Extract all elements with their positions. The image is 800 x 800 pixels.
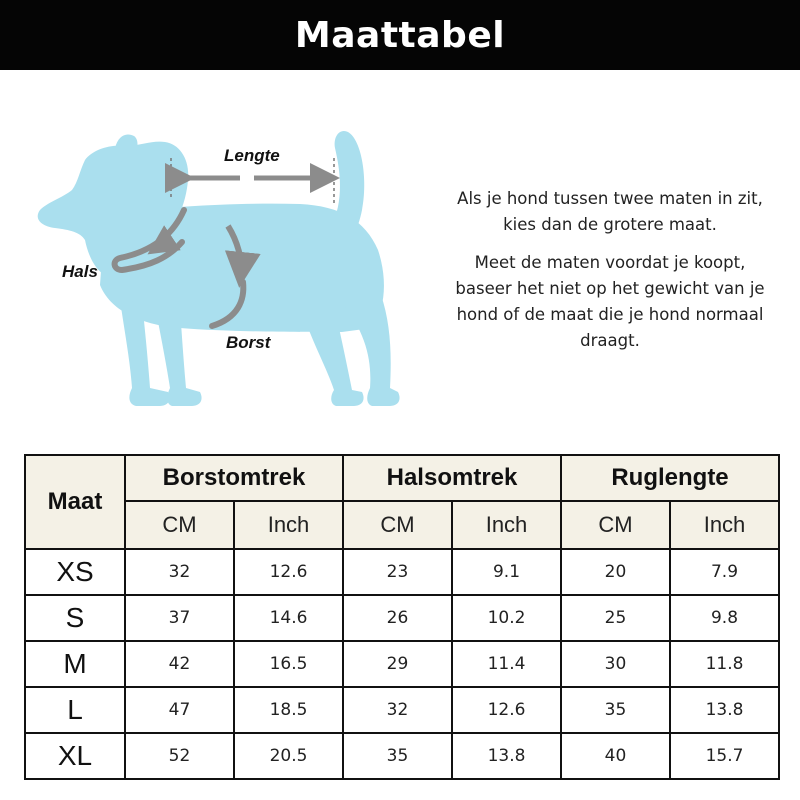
value-cell: 10.2 — [452, 595, 561, 641]
neck-label: Hals — [62, 262, 98, 281]
value-cell: 11.4 — [452, 641, 561, 687]
value-cell: 9.1 — [452, 549, 561, 595]
value-cell: 9.8 — [670, 595, 779, 641]
dog-illustration — [0, 70, 430, 440]
measuring-instructions — [440, 186, 780, 366]
value-cell: 11.8 — [670, 641, 779, 687]
instruction-line: Meet de maten voordat je koopt, — [474, 253, 746, 272]
back-length-header: Ruglengte — [561, 455, 779, 501]
value-cell: 13.8 — [452, 733, 561, 779]
size-column-header: Maat — [25, 455, 125, 549]
size-cell: S — [25, 595, 125, 641]
size-cell: XS — [25, 549, 125, 595]
value-cell: 20.5 — [234, 733, 343, 779]
value-cell: 32 — [125, 549, 234, 595]
value-cell: 40 — [561, 733, 670, 779]
size-chart-table — [24, 454, 780, 780]
length-label: Lengte — [224, 146, 280, 165]
value-cell: 20 — [561, 549, 670, 595]
table-row — [25, 733, 779, 779]
value-cell: 35 — [343, 733, 452, 779]
instruction-line: hond of de maat die je hond normaal — [456, 305, 764, 324]
table-row — [25, 549, 779, 595]
unit-header: Inch — [452, 501, 561, 549]
value-cell: 35 — [561, 687, 670, 733]
unit-header: CM — [561, 501, 670, 549]
value-cell: 37 — [125, 595, 234, 641]
value-cell: 15.7 — [670, 733, 779, 779]
size-cell: M — [25, 641, 125, 687]
value-cell: 16.5 — [234, 641, 343, 687]
value-cell: 18.5 — [234, 687, 343, 733]
unit-header: Inch — [234, 501, 343, 549]
instruction-tip — [440, 186, 780, 238]
unit-header: Inch — [670, 501, 779, 549]
page-title: Maattabel — [294, 14, 506, 56]
value-cell: 47 — [125, 687, 234, 733]
unit-header-row — [25, 501, 779, 549]
unit-header: CM — [125, 501, 234, 549]
value-cell: 52 — [125, 733, 234, 779]
chest-label: Borst — [226, 333, 271, 352]
value-cell: 13.8 — [670, 687, 779, 733]
table-row — [25, 595, 779, 641]
size-cell: L — [25, 687, 125, 733]
value-cell: 29 — [343, 641, 452, 687]
instruction-line: draagt. — [580, 331, 640, 350]
instruction-advice — [440, 250, 780, 354]
value-cell: 42 — [125, 641, 234, 687]
title-banner — [0, 0, 800, 70]
instruction-line: Als je hond tussen twee maten in zit, — [457, 189, 763, 208]
neck-header: Halsomtrek — [343, 455, 561, 501]
value-cell: 7.9 — [670, 549, 779, 595]
value-cell: 14.6 — [234, 595, 343, 641]
group-header-row — [25, 455, 779, 501]
value-cell: 30 — [561, 641, 670, 687]
table-row — [25, 641, 779, 687]
value-cell: 32 — [343, 687, 452, 733]
instruction-line: kies dan de grotere maat. — [503, 215, 717, 234]
size-cell: XL — [25, 733, 125, 779]
chest-header: Borstomtrek — [125, 455, 343, 501]
table-row — [25, 687, 779, 733]
unit-header: CM — [343, 501, 452, 549]
dog-measurement-diagram — [0, 70, 430, 440]
value-cell: 23 — [343, 549, 452, 595]
value-cell: 25 — [561, 595, 670, 641]
value-cell: 26 — [343, 595, 452, 641]
value-cell: 12.6 — [234, 549, 343, 595]
instruction-line: baseer het niet op het gewicht van je — [455, 279, 765, 298]
value-cell: 12.6 — [452, 687, 561, 733]
